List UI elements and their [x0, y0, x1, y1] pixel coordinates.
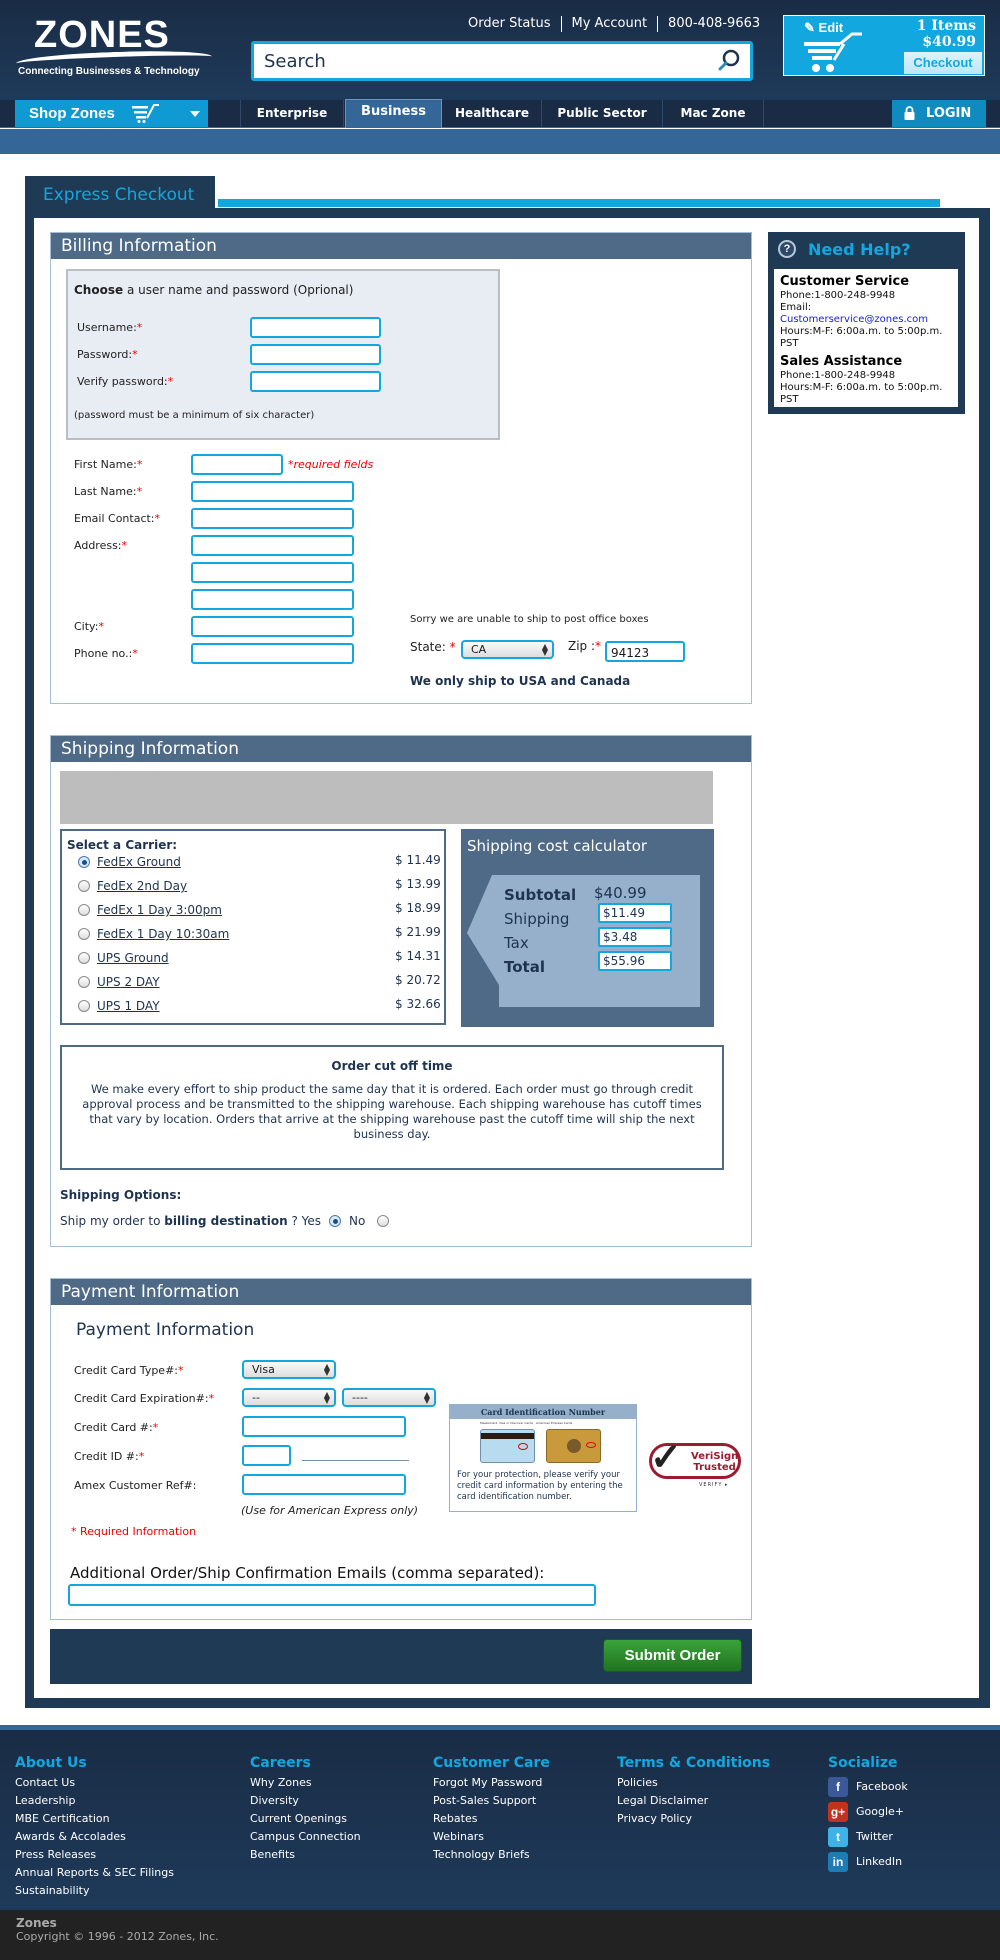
shipping-banner-placeholder — [60, 771, 713, 824]
credit-id-label: Credit ID #:* — [74, 1450, 145, 1463]
footer-link[interactable]: Policies — [617, 1776, 658, 1789]
cart-edit-link[interactable]: ✎ Edit — [804, 20, 844, 35]
total-field[interactable]: $55.96 — [598, 951, 672, 971]
carrier-price: $ 11.49 — [395, 853, 441, 867]
carrier-radio[interactable] — [78, 976, 90, 988]
subtotal-value: $40.99 — [594, 884, 647, 902]
phone-input[interactable] — [191, 643, 354, 664]
google-plus-link[interactable]: g+ Google+ — [828, 1799, 908, 1824]
exp-month-select[interactable] — [242, 1388, 336, 1407]
customer-service-email-link[interactable]: Customerservice@zones.com — [780, 314, 928, 325]
username-input[interactable] — [250, 317, 381, 338]
footer-column-socialize — [828, 1755, 908, 1874]
cid-card-captions: MasterCard, Visa or Discover Cards American Express Cards — [480, 1421, 573, 1425]
carrier-link[interactable]: FedEx 1 Day 3:00pm — [97, 903, 222, 917]
city-input[interactable] — [191, 616, 354, 637]
state-value: CA — [471, 643, 487, 656]
exp-year-value: ---- — [352, 1391, 368, 1404]
required-information-note: * Required Information — [71, 1525, 197, 1538]
need-help-title: Need Help? — [808, 240, 911, 259]
footer-link[interactable]: Webinars — [433, 1830, 485, 1843]
po-box-note: Sorry we are unable to ship to post office boxes — [410, 614, 649, 625]
subtotal-label: Subtotal — [504, 886, 577, 904]
city-label: City:* — [74, 620, 104, 633]
carrier-box — [60, 829, 446, 1025]
linkedin-link[interactable]: in LinkedIn — [828, 1849, 908, 1874]
carrier-price: $ 18.99 — [395, 901, 441, 915]
card-type-value: Visa — [252, 1363, 275, 1376]
copyright-text: Copyright © 1996 - 2012 Zones, Inc. — [16, 1930, 219, 1943]
carrier-link[interactable]: UPS 1 DAY — [97, 999, 160, 1013]
ship-to-billing-no-label: No — [349, 1214, 366, 1228]
amex-card-image — [546, 1429, 601, 1463]
calculator-title: Shipping cost calculator — [467, 837, 648, 855]
footer-link[interactable]: Leadership — [15, 1794, 76, 1807]
carrier-price: $ 20.72 — [395, 973, 441, 987]
carrier-price: $ 32.66 — [395, 997, 441, 1011]
copyright-bar — [0, 1910, 1000, 1960]
last-name-label: Last Name:* — [74, 485, 143, 498]
zip-label: Zip :* — [568, 639, 602, 653]
carrier-radio[interactable] — [78, 1000, 90, 1012]
cid-text: For your protection, please verify your credit card information by entering the card identification number. — [457, 1470, 623, 1502]
payment-header: Payment Information — [51, 1279, 751, 1305]
account-intro-text: a user name and password (Oprional) — [123, 283, 354, 297]
footer-link[interactable]: Rebates — [433, 1812, 478, 1825]
card-number-input[interactable] — [242, 1416, 406, 1437]
pencil-icon: ✎ — [804, 20, 815, 35]
logo-tagline: Connecting Businesses & Technology — [18, 66, 200, 77]
carrier-radio[interactable] — [78, 880, 90, 892]
cart-icon — [132, 103, 160, 123]
help-question-icon: ? — [778, 240, 796, 258]
shipping-header: Shipping Information — [51, 736, 751, 762]
carrier-link[interactable]: UPS Ground — [97, 951, 169, 965]
footer-link[interactable]: Contact Us — [15, 1776, 76, 1789]
verisign-text: VeriSign Trusted — [691, 1451, 739, 1473]
footer-column-customer-care — [433, 1755, 550, 1864]
exp-month-value: -- — [252, 1391, 260, 1404]
footer-link[interactable]: Press Releases — [15, 1848, 97, 1861]
shipping-cost-label: Shipping — [504, 910, 570, 928]
shipping-cost-calculator — [461, 829, 714, 1027]
shopping-cart-icon — [804, 32, 864, 74]
shipping-panel — [50, 735, 752, 1247]
first-name-input[interactable] — [191, 454, 283, 475]
lock-icon — [904, 106, 915, 120]
footer-column-careers — [250, 1755, 361, 1864]
verify-password-input[interactable] — [250, 371, 381, 392]
required-fields-note: *required fields — [288, 458, 374, 471]
tab-enterprise[interactable]: Enterprise — [240, 100, 344, 127]
footer-link[interactable]: Technology Briefs — [433, 1848, 530, 1861]
shipping-region-note: We only ship to USA and Canada — [410, 674, 631, 688]
login-label: LOGIN — [926, 106, 972, 121]
cid-pointer-line — [302, 1460, 409, 1461]
footer-link[interactable]: Legal Disclaimer — [617, 1794, 709, 1807]
submit-bar — [50, 1629, 752, 1684]
account-intro — [74, 283, 353, 297]
search-input[interactable] — [251, 41, 753, 81]
sales-phone: Phone:1-800-248-9948 — [780, 370, 896, 381]
tab-healthcare[interactable]: Healthcare — [443, 100, 542, 127]
carrier-link[interactable]: FedEx 1 Day 10:30am — [97, 927, 230, 941]
search-placeholder: Search — [264, 51, 326, 72]
payment-subtitle: Payment Information — [76, 1320, 255, 1340]
carrier-link[interactable]: UPS 2 DAY — [97, 975, 160, 989]
footer-link[interactable]: Current Openings — [250, 1812, 347, 1825]
select-arrows-icon — [324, 1392, 330, 1404]
twitter-link[interactable]: t Twitter — [828, 1824, 908, 1849]
email-contact-input[interactable] — [191, 508, 354, 529]
first-name-label: First Name:* — [74, 458, 143, 471]
account-intro-bold: Choose — [74, 283, 124, 297]
footer-heading: Socialize — [828, 1755, 898, 1771]
tab-business[interactable]: Business — [345, 99, 442, 128]
password-hint: (password must be a minimum of six character) — [74, 410, 315, 421]
billing-header: Billing Information — [51, 233, 751, 259]
verisign-seal[interactable] — [647, 1435, 745, 1491]
additional-emails-label: Additional Order/Ship Confirmation Emails (comma separated): — [70, 1564, 545, 1582]
state-select[interactable] — [461, 640, 554, 659]
password-input[interactable] — [250, 344, 381, 365]
footer-column-about — [15, 1755, 174, 1900]
card-type-label: Credit Card Type#:* — [74, 1364, 184, 1377]
twitter-icon: t — [828, 1827, 848, 1847]
carrier-link[interactable]: FedEx 2nd Day — [97, 879, 188, 893]
carrier-title: Select a Carrier: — [67, 838, 178, 852]
last-name-input[interactable] — [191, 481, 354, 502]
footer-link[interactable]: MBE Certification — [15, 1812, 110, 1825]
linkedin-icon: in — [828, 1852, 848, 1872]
address-line2-input[interactable] — [191, 562, 354, 583]
cutoff-title: Order cut off time — [331, 1059, 453, 1073]
address-line3-input[interactable] — [191, 589, 354, 610]
select-arrows-icon — [542, 644, 548, 656]
customer-service-phone: Phone:1-800-248-9948 — [780, 290, 896, 301]
payment-panel — [50, 1278, 752, 1620]
submit-order-button[interactable]: Submit Order — [603, 1639, 742, 1672]
tax-label: Tax — [504, 934, 529, 952]
zip-input[interactable]: 94123 — [605, 641, 685, 662]
footer-link[interactable]: Campus Connection — [250, 1830, 361, 1843]
phone-label: Phone no.:* — [74, 647, 138, 660]
card-type-select[interactable] — [242, 1360, 336, 1379]
shop-zones-menu[interactable] — [15, 100, 208, 127]
cid-title: Card Identification Number — [450, 1405, 636, 1419]
customer-service-hours: Hours:M-F: 6:00a.m. to 5:00p.m. PST — [780, 326, 943, 349]
footer-link[interactable]: Benefits — [250, 1848, 296, 1861]
customer-service-title: Customer Service — [780, 274, 910, 289]
need-help-box — [768, 232, 965, 414]
expiration-label: Credit Card Expiration#:* — [74, 1392, 215, 1405]
amex-ref-input[interactable] — [242, 1474, 406, 1495]
carrier-link[interactable]: FedEx Ground — [97, 855, 181, 869]
billing-panel — [50, 232, 752, 704]
footer-link[interactable]: Forgot My Password — [433, 1776, 543, 1789]
site-footer — [0, 1725, 1000, 1910]
top-links — [458, 16, 770, 32]
page-title: Express Checkout — [25, 176, 215, 210]
facebook-icon: f — [828, 1777, 848, 1797]
tab-mac-zone[interactable]: Mac Zone — [663, 100, 764, 127]
address-line1-input[interactable] — [191, 535, 354, 556]
cutoff-text: We make every effort to ship product the same day that it is ordered. Each order must go through credit approval process and be transmitted to the shipping warehouse. Each shipping warehouse has cutoff times that vary by location. Orders that arrive at the shipping warehouse past the cutoff time will ship the next business day. — [82, 1082, 702, 1141]
address-label: Address:* — [74, 539, 128, 552]
shop-zones-label: Shop Zones — [29, 105, 115, 122]
phone-number: 800-408-9663 — [657, 16, 770, 32]
tab-public-sector[interactable]: Public Sector — [542, 100, 663, 127]
sub-nav-bar — [0, 129, 1000, 154]
sales-assistance-title: Sales Assistance — [780, 354, 903, 369]
amex-note: (Use for American Express only) — [241, 1504, 419, 1517]
carrier-radio[interactable] — [78, 928, 90, 940]
footer-link[interactable]: Diversity — [250, 1794, 299, 1807]
cart-item-count: 1 Items — [916, 18, 976, 34]
search-icon[interactable] — [718, 49, 740, 71]
total-label: Total — [504, 958, 545, 976]
cart-total: $40.99 — [922, 34, 976, 50]
carrier-price: $ 14.31 — [395, 949, 441, 963]
account-box — [66, 269, 500, 440]
shipping-cost-field[interactable]: $11.49 — [598, 903, 672, 923]
credit-id-input[interactable] — [242, 1445, 291, 1466]
footer-link[interactable]: Post-Sales Support — [433, 1794, 537, 1807]
footer-link[interactable]: Sustainability — [15, 1884, 90, 1897]
carrier-radio[interactable] — [78, 904, 90, 916]
footer-company: Zones — [16, 1916, 57, 1930]
additional-emails-input[interactable] — [68, 1584, 596, 1606]
footer-column-terms — [617, 1755, 770, 1828]
visa-card-back-image — [480, 1429, 535, 1463]
shipping-options-title: Shipping Options: — [60, 1188, 182, 1202]
facebook-link[interactable]: f Facebook — [828, 1774, 908, 1799]
footer-heading: About Us — [15, 1755, 87, 1771]
carrier-price: $ 21.99 — [395, 925, 441, 939]
amex-ref-label: Amex Customer Ref#: — [74, 1479, 197, 1492]
footer-link[interactable]: Awards & Accolades — [15, 1830, 126, 1843]
verify-password-label: Verify password:* — [77, 375, 174, 388]
carrier-radio[interactable] — [78, 952, 90, 964]
mini-cart[interactable] — [783, 15, 985, 76]
email-contact-label: Email Contact:* — [74, 512, 161, 525]
site-header — [0, 0, 1000, 100]
chevron-down-icon — [190, 111, 200, 117]
main-nav — [0, 100, 1000, 128]
ship-to-billing-question: Ship my order to billing destination ? Yes — [60, 1214, 322, 1228]
footer-link[interactable]: Privacy Policy — [617, 1812, 692, 1825]
footer-link[interactable]: Why Zones — [250, 1776, 312, 1789]
footer-heading: Terms & Conditions — [617, 1755, 771, 1771]
order-status-link[interactable]: Order Status — [468, 16, 551, 31]
title-accent-line — [218, 199, 940, 207]
footer-heading: Careers — [250, 1755, 311, 1771]
card-number-label: Credit Card #:* — [74, 1421, 159, 1434]
ship-to-billing-yes-radio[interactable] — [329, 1215, 341, 1227]
help-contact-info — [774, 269, 958, 407]
google-plus-icon: g+ — [828, 1802, 848, 1822]
state-label: State: * — [410, 640, 456, 654]
exp-year-select[interactable] — [342, 1388, 436, 1407]
my-account-link[interactable]: My Account — [561, 16, 658, 32]
customer-service-email-label: Email: — [780, 302, 812, 313]
tax-field[interactable]: $3.48 — [598, 927, 672, 947]
cart-summary — [917, 18, 976, 50]
footer-link[interactable]: Annual Reports & SEC Filings — [15, 1866, 174, 1879]
footer-heading: Customer Care — [433, 1755, 550, 1771]
verisign-verify: VERIFY ▸ — [699, 1482, 729, 1488]
logo-wordmark: ZONES — [34, 14, 170, 56]
zones-logo[interactable] — [14, 14, 214, 84]
select-arrows-icon — [424, 1392, 430, 1404]
card-identification-box — [449, 1404, 637, 1512]
checkout-button[interactable]: Checkout — [904, 52, 982, 74]
username-label: Username:* — [77, 321, 143, 334]
carrier-price: $ 13.99 — [395, 877, 441, 891]
login-button[interactable] — [892, 100, 986, 127]
checkmark-icon: ✓ — [650, 1437, 682, 1479]
select-arrows-icon — [324, 1364, 330, 1376]
carrier-radio[interactable] — [78, 856, 90, 868]
ship-to-billing-no-radio[interactable] — [377, 1215, 389, 1227]
password-label: Password:* — [77, 348, 138, 361]
order-cutoff-box — [60, 1045, 724, 1170]
sales-hours: Hours:M-F: 6:00a.m. to 5:00p.m. PST — [780, 382, 943, 405]
